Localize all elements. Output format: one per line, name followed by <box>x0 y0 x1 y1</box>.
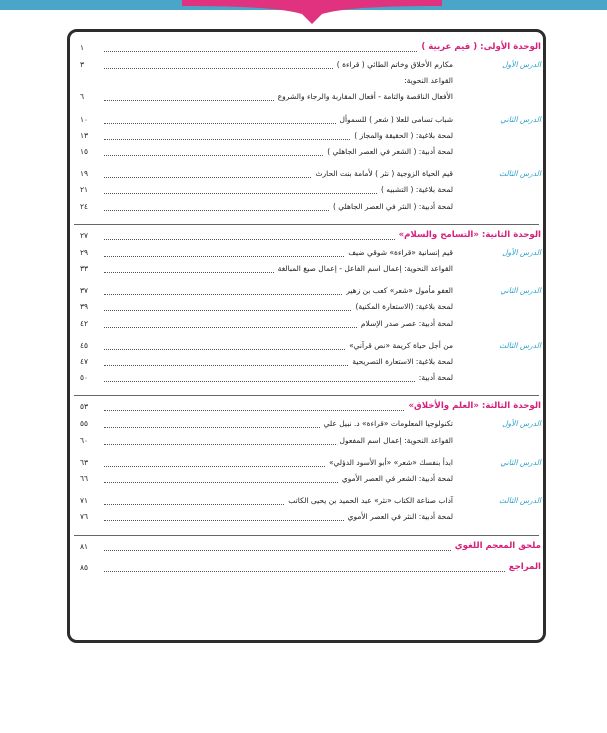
entry-title: الأفعال الناقصة والتامة - أفعال المقاربة والرجاء والشروع <box>277 92 453 102</box>
dot-leader <box>104 444 336 445</box>
dot-leader <box>104 139 350 140</box>
entry-title: لمحة بلاغية: (الاستعارة المكنية) <box>355 302 453 312</box>
page-number: ٨١ <box>80 541 89 551</box>
dot-leader <box>104 239 395 240</box>
lesson-label: الدرس الثالث <box>498 340 541 350</box>
toc-entry-row[interactable] <box>70 59 549 73</box>
unit-heading-row[interactable] <box>70 541 549 555</box>
entry-title: القواعد النحوية: <box>404 76 453 86</box>
page-number: ٣ <box>80 60 85 69</box>
table-of-contents-frame <box>67 29 546 643</box>
page-number: ٥٠ <box>80 373 89 383</box>
dot-leader <box>104 550 451 551</box>
section-divider <box>74 224 539 225</box>
page-number: ٨٥ <box>80 562 89 572</box>
page-number: ٦٠ <box>80 435 89 445</box>
lesson-label: الدرس الثاني <box>500 286 541 296</box>
page-number: ١٩ <box>80 169 89 179</box>
page-number: ٦ <box>80 92 85 102</box>
entry-title: لمحة أدبية: النثر في العصر الأموي <box>347 512 453 522</box>
toc-entry-row[interactable] <box>70 301 549 315</box>
lesson-label: الدرس الثالث <box>498 169 541 179</box>
dot-leader <box>104 410 404 411</box>
lesson-label: الدرس الثالث <box>498 496 541 506</box>
toc-entry-row[interactable] <box>70 356 549 370</box>
entry-title: لمحة أدبية: ( الشعر في العصر الجاهلي ) <box>327 147 453 156</box>
dot-leader <box>104 155 323 156</box>
toc-entry-row[interactable] <box>70 418 549 432</box>
page-number: ٢١ <box>80 185 89 195</box>
entry-title: لمحة بلاغية: الاستعارة التصريحية <box>352 357 453 366</box>
entry-title: تكنولوجيا المعلومات «قراءة» د. نبيل علي <box>323 419 453 429</box>
page-number: ١٣ <box>80 130 89 140</box>
dot-leader <box>104 427 320 428</box>
lesson-label: الدرس الأول <box>502 60 541 69</box>
toc-entry-row[interactable] <box>70 473 549 487</box>
dot-leader <box>104 571 505 572</box>
unit-heading-row[interactable] <box>70 230 549 244</box>
toc-entry-row[interactable] <box>70 495 549 509</box>
page-number: ٧١ <box>80 496 89 506</box>
toc-entry-row[interactable] <box>70 168 549 182</box>
dot-leader <box>104 327 357 328</box>
entry-title: لمحة أدبية: <box>418 373 453 383</box>
toc-entry-row[interactable] <box>70 247 549 261</box>
dot-leader <box>104 504 284 505</box>
entry-title: مكارم الأخلاق وخاتم الطائي ( قراءة ) <box>336 60 453 69</box>
toc-entry-row[interactable] <box>70 263 549 277</box>
unit-heading-row[interactable] <box>70 401 549 415</box>
unit-title: الوحدة الثانية: «التسامح والسلام» <box>398 229 541 240</box>
dot-leader <box>104 68 333 69</box>
toc-entry-row[interactable] <box>70 184 549 198</box>
entry-title: قيم الحياة الزوجية ( نثر ) لأمامة بنت الحارث <box>315 169 453 179</box>
unit-title: الوحدة الثالثة: «العلم والأخلاق» <box>408 401 541 412</box>
entry-title: شباب تسامى للعلا ( شعر ) للسموأل <box>339 114 453 124</box>
entry-title: العفو مأمول «شعر» كعب بن زهير <box>346 286 453 296</box>
entry-title: القواعد النحوية: إعمال اسم المفعول <box>339 435 453 445</box>
entry-title: لمحة أدبية: الشعر في العصر الأموي <box>341 474 453 483</box>
page-number: ٢٧ <box>80 230 89 240</box>
dot-leader <box>104 177 311 178</box>
dot-leader <box>104 310 351 311</box>
section-divider <box>74 395 539 396</box>
dot-leader <box>104 294 342 295</box>
top-pink-tab-shape <box>182 0 442 30</box>
toc-entry-row[interactable] <box>70 114 549 128</box>
lesson-label: الدرس الثاني <box>500 114 541 124</box>
lesson-label: الدرس الثاني <box>500 457 541 467</box>
toc-entry-row[interactable] <box>70 75 549 89</box>
page-number: ١ <box>80 43 85 52</box>
toc-entry-row[interactable] <box>70 318 549 332</box>
unit-heading-row[interactable] <box>70 42 549 56</box>
dot-leader <box>104 272 274 273</box>
lesson-label: الدرس الأول <box>502 419 541 429</box>
page-number: ٧٦ <box>80 512 89 522</box>
page-number: ٦٣ <box>80 457 89 467</box>
toc-entry-row[interactable] <box>70 91 549 105</box>
unit-title: ملحق المعجم اللغوي <box>454 540 541 551</box>
entry-title: من أجل حياة كريمة «نص قرآني» <box>349 340 453 350</box>
lesson-label: الدرس الأول <box>502 247 541 257</box>
toc-entry-row[interactable] <box>70 457 549 471</box>
dot-leader <box>104 193 377 194</box>
page-number: ٥٥ <box>80 419 89 429</box>
toc-entry-row[interactable] <box>70 372 549 386</box>
unit-heading-row[interactable] <box>70 562 549 576</box>
page-number: ٤٢ <box>80 318 89 328</box>
page-number: ٥٣ <box>80 402 89 412</box>
dot-leader <box>104 520 344 521</box>
toc-entry-row[interactable] <box>70 511 549 525</box>
entry-title: لمحة أدبية: ( النثر في العصر الجاهلي ) <box>332 201 453 211</box>
entry-title: قيم إنسانية «قراءة» شوقي ضيف <box>348 247 453 257</box>
dot-leader <box>104 256 344 257</box>
page-number: ٢٩ <box>80 247 89 257</box>
entry-title: لمحة بلاغية: ( التشبيه ) <box>380 185 453 195</box>
dot-leader <box>104 51 417 52</box>
dot-leader <box>104 365 348 366</box>
toc-entry-row[interactable] <box>70 130 549 144</box>
page-number: ٢٤ <box>80 201 89 211</box>
dot-leader <box>104 466 325 467</box>
dot-leader <box>104 123 336 124</box>
page-number: ٣٧ <box>80 286 89 296</box>
unit-title: المراجع <box>508 561 541 572</box>
dot-leader <box>104 482 338 483</box>
dot-leader <box>104 100 274 101</box>
page-number: ٤٥ <box>80 340 89 350</box>
dot-leader <box>104 210 329 211</box>
page-number: ٤٧ <box>80 357 89 366</box>
toc-entry-row[interactable] <box>70 435 549 449</box>
page-number: ١٠ <box>80 114 89 124</box>
entry-title: لمحة أدبية: عصر صدر الإسلام <box>360 318 453 328</box>
page-number: ٣٩ <box>80 302 89 312</box>
dot-leader <box>104 349 345 350</box>
toc-entry-row[interactable] <box>70 285 549 299</box>
section-divider <box>74 535 539 536</box>
page-number: ١٥ <box>80 147 89 156</box>
toc-entry-row[interactable] <box>70 340 549 354</box>
dot-leader <box>104 381 415 382</box>
entry-title: ابدأ بنفسك «شعر» «أبو الأسود الدؤلي» <box>328 457 453 467</box>
unit-title: الوحدة الأولى: ( قيم عربية ) <box>421 42 541 52</box>
page-number: ٣٣ <box>80 264 89 273</box>
entry-title: لمحة بلاغية: ( الحقيقة والمجاز ) <box>354 130 453 140</box>
toc-entry-row[interactable] <box>70 146 549 160</box>
page-number: ٦٦ <box>80 474 89 483</box>
entry-title: آداب صناعة الكتاب «نثر» عبد الحميد بن يحيى الكاتب <box>288 496 453 506</box>
entry-title: القواعد النحوية: إعمال اسم الفاعل - إعمال صيغ المبالغة <box>277 264 453 273</box>
toc-entry-row[interactable] <box>70 201 549 215</box>
